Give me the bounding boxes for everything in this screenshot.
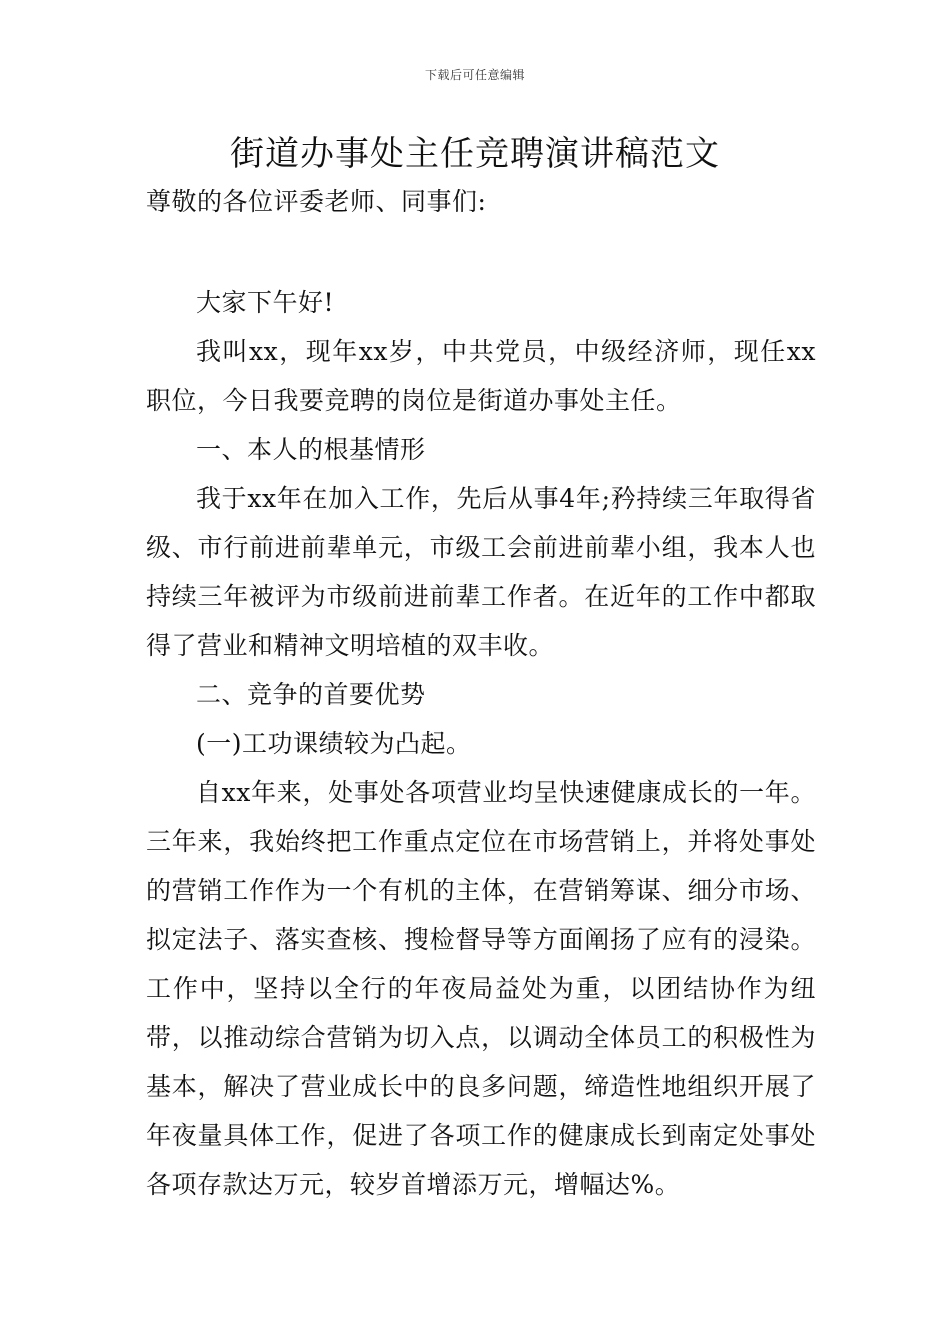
- paragraph-self-intro: 我叫xx，现年xx岁，中共党员，中级经济师，现任xx职位，今日我要竞聘的岗位是街道办事处主任。: [146, 337, 816, 415]
- document-body: [146, 278, 816, 1209]
- paragraph-work-history: 我于xx年在加入工作，先后从事4年;矜持续三年取得省级、市行前进前辈单元，市级工会前进前辈小组，我本人也持续三年被评为市级前进前辈工作者。在近年的工作中都取得了营业和精神文明培植的双丰收。: [146, 484, 816, 660]
- header-note: 下载后可任意编辑: [424, 68, 525, 82]
- salutation: 尊敬的各位评委老师、同事们:: [146, 187, 487, 216]
- section-heading-basic-info: 一、本人的根基情形: [196, 435, 426, 464]
- document-title: 街道办事处主任竞聘演讲稿范文: [230, 134, 720, 174]
- paragraph-performance-detail: 自xx年来，处事处各项营业均呈快速健康成长的一年。三年来，我始终把工作重点定位在市场营销上，并将处事处的营销工作作为一个有机的主体，在营销筹谋、细分市场、拟定法子、落实查核、搜检督导等方面阐扬了应有的浸染。工作中，坚持以全行的年夜局益处为重，以团结协作为纽带，以推动综合营销为切入点，以调动全体员工的积极性为基本，解决了营业成长中的良多问题，缔造性地组织开展了年夜量具体工作，促进了各项工作的健康成长到南定处事处各项存款达万元，较岁首增添万元，增幅达%。: [146, 778, 816, 1199]
- subheading-performance: (一)工功课绩较为凸起。: [196, 729, 472, 758]
- paragraph-greeting: 大家下午好!: [196, 288, 335, 317]
- section-heading-advantages: 二、竞争的首要优势: [196, 680, 426, 709]
